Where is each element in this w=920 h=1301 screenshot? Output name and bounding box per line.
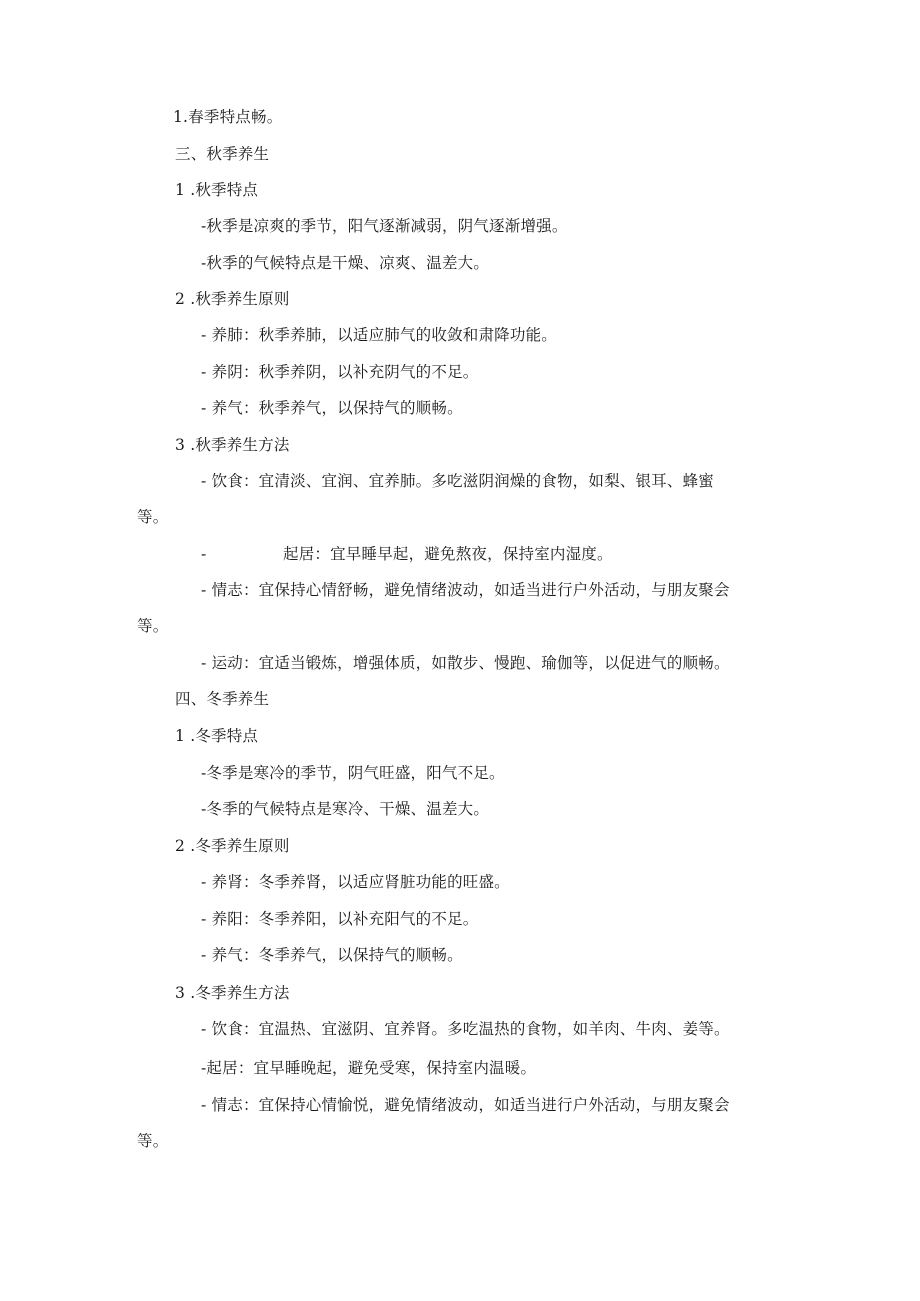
autumn-method-exercise: - 运动：宜适当锻炼，增强体质，如散步、慢跑、瑜伽等，以促进气的顺畅。 bbox=[201, 654, 730, 672]
autumn-method-mood-cont: 等。 bbox=[137, 617, 169, 635]
winter-section-title: 四、冬季养生 bbox=[175, 690, 270, 708]
autumn-feature-heading: 1 .秋季特点 bbox=[175, 181, 259, 199]
autumn-method-heading: 3 .秋季养生方法 bbox=[175, 436, 290, 454]
autumn-principle-yin: - 养阴：秋季养阴，以补充阴气的不足。 bbox=[201, 363, 479, 381]
winter-method-living: -起居：宜早睡晚起，避免受寒，保持室内温暖。 bbox=[201, 1059, 537, 1077]
winter-method-mood: - 情志：宜保持心情愉悦，避免情绪波动，如适当进行户外活动，与朋友聚会 bbox=[201, 1096, 730, 1114]
winter-method-mood-cont: 等。 bbox=[137, 1132, 169, 1150]
winter-principle-yang: - 养阳：冬季养阳，以补充阳气的不足。 bbox=[201, 910, 479, 928]
winter-principle-kidney: - 养肾：冬季养肾，以适应肾脏功能的旺盛。 bbox=[201, 873, 510, 891]
winter-feature-heading: 1 .冬季特点 bbox=[175, 727, 259, 745]
winter-principle-qi: - 养气：冬季养气，以保持气的顺畅。 bbox=[201, 946, 463, 964]
autumn-feature-item-1: -秋季是凉爽的季节，阳气逐渐减弱，阴气逐渐增强。 bbox=[201, 217, 568, 235]
spring-feature-heading: 1.春季特点畅。 bbox=[173, 108, 283, 126]
autumn-principle-heading: 2 .秋季养生原则 bbox=[175, 290, 290, 308]
autumn-method-diet-cont: 等。 bbox=[137, 508, 169, 526]
autumn-principle-lung: - 养肺：秋季养肺，以适应肺气的收敛和肃降功能。 bbox=[201, 326, 557, 344]
winter-method-diet: - 饮食：宜温热、宜滋阴、宜养肾。多吃温热的食物，如羊肉、牛肉、姜等。 bbox=[201, 1020, 730, 1038]
winter-principle-heading: 2 .冬季养生原则 bbox=[175, 837, 290, 855]
autumn-method-mood: - 情志：宜保持心情舒畅，避免情绪波动，如适当进行户外活动，与朋友聚会 bbox=[201, 581, 730, 599]
autumn-section-title: 三、秋季养生 bbox=[175, 145, 270, 163]
autumn-principle-qi: - 养气：秋季养气，以保持气的顺畅。 bbox=[201, 399, 463, 417]
autumn-method-diet: - 饮食：宜清淡、宜润、宜养肺。多吃滋阴润燥的食物，如梨、银耳、蜂蜜 bbox=[201, 472, 714, 490]
winter-method-heading: 3 .冬季养生方法 bbox=[175, 984, 290, 1002]
autumn-feature-item-2: -秋季的气候特点是干燥、凉爽、温差大。 bbox=[201, 254, 490, 272]
autumn-method-living-dash: - bbox=[201, 545, 207, 563]
winter-feature-item-2: -冬季的气候特点是寒冷、干燥、温差大。 bbox=[201, 800, 490, 818]
autumn-method-living: 起居：宜早睡早起，避免熬夜，保持室内湿度。 bbox=[283, 545, 613, 563]
winter-feature-item-1: -冬季是寒冷的季节，阴气旺盛，阳气不足。 bbox=[201, 764, 505, 782]
